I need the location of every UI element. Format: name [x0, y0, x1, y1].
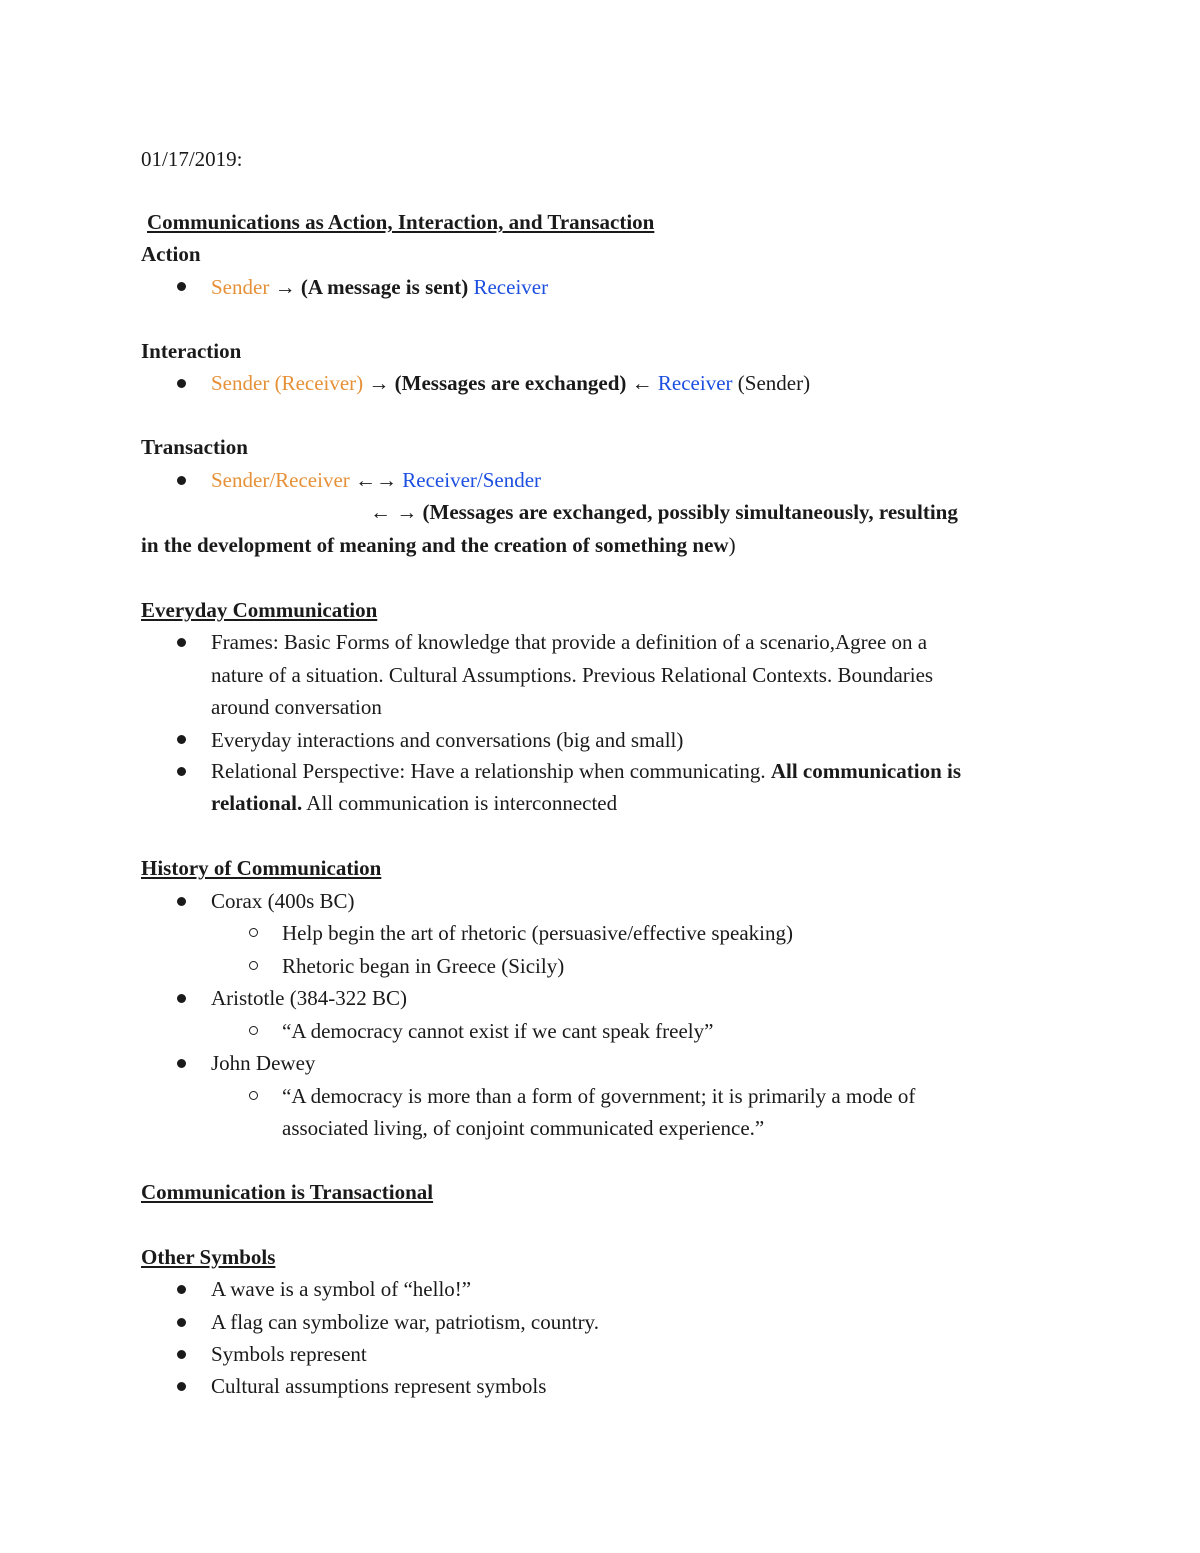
symbols-item: A flag can symbolize war, patriotism, country. — [211, 1310, 599, 1334]
interactions-item: Everyday interactions and conversations (big and small) — [211, 728, 684, 752]
receiver-label: Receiver/Sender — [402, 468, 542, 492]
section-heading-history: History of Communication — [141, 856, 382, 880]
bullet-icon — [177, 1059, 186, 1068]
receiver-label: Receiver — [657, 371, 733, 395]
bullet-icon — [177, 897, 186, 906]
circle-bullet-icon — [249, 1026, 258, 1035]
circle-bullet-icon — [249, 961, 258, 970]
circle-bullet-icon — [249, 928, 258, 937]
arrow-left-icon: ← — [626, 371, 658, 395]
bullet-icon — [177, 1318, 186, 1327]
date: 01/17/2019: — [141, 147, 243, 171]
bullet-icon — [177, 735, 186, 744]
corax-sub-item: Rhetoric began in Greece (Sicily) — [282, 954, 565, 978]
action-line — [211, 274, 548, 300]
frames-line3: around conversation — [211, 695, 382, 719]
symbols-item: Cultural assumptions represent symbols — [211, 1374, 547, 1398]
bullet-icon — [177, 282, 186, 291]
section-heading-symbols: Other Symbols — [141, 1245, 276, 1269]
bullet-icon — [177, 476, 186, 485]
transaction-message-line2: in the development of meaning and the creation of something new) — [141, 533, 736, 557]
arrow-both-icon: ←→ — [349, 468, 403, 492]
arrow-right-icon: → — [363, 371, 395, 395]
bullet-icon — [177, 379, 186, 388]
message-text: (Messages are exchanged) — [394, 371, 627, 395]
dewey-quote-line1: “A democracy is more than a form of government; it is primarily a mode of — [282, 1084, 916, 1108]
relational-line2: relational. All communication is interconnected — [211, 791, 618, 815]
circle-bullet-icon — [249, 1091, 258, 1100]
interaction-line — [211, 370, 810, 396]
arrows-icon: ← → — [370, 500, 423, 524]
relational-line1: Relational Perspective: Have a relationship when communicating. All communication is — [211, 759, 962, 783]
dewey-quote-line2: associated living, of conjoint communicated experience.” — [282, 1116, 765, 1140]
sender-label: Sender — [211, 275, 270, 299]
bullet-icon — [177, 767, 186, 776]
symbols-item: A wave is a symbol of “hello!” — [211, 1277, 472, 1301]
transaction-message-line1: ← → (Messages are exchanged, possibly simultaneously, resulting — [370, 500, 958, 524]
aristotle-sub-item: “A democracy cannot exist if we cant speak freely” — [282, 1019, 714, 1043]
bullet-icon — [177, 1285, 186, 1294]
frames-line2: nature of a situation. Cultural Assumptions. Previous Relational Contexts. Boundaries — [211, 663, 934, 687]
action-title: Action — [141, 242, 201, 266]
bullet-icon — [177, 1382, 186, 1391]
arrow-right-icon: → — [269, 275, 301, 299]
sender-label: Sender/Receiver — [211, 468, 350, 492]
section-heading-communications: Communications as Action, Interaction, and Transaction — [147, 210, 655, 234]
dewey-item: John Dewey — [211, 1051, 316, 1075]
sender-parenthetical: (Sender) — [732, 371, 811, 395]
bullet-icon — [177, 638, 186, 647]
message-text: (A message is sent) — [300, 275, 469, 299]
interaction-title: Interaction — [141, 339, 242, 363]
section-heading-transactional: Communication is Transactional — [141, 1180, 434, 1204]
corax-sub-item: Help begin the art of rhetoric (persuasive/effective speaking) — [282, 921, 793, 945]
transaction-title: Transaction — [141, 435, 248, 459]
bullet-icon — [177, 1350, 186, 1359]
section-heading-everyday: Everyday Communication — [141, 598, 378, 622]
sender-label: Sender (Receiver) — [211, 371, 364, 395]
receiver-label: Receiver — [473, 275, 549, 299]
corax-item: Corax (400s BC) — [211, 889, 355, 913]
frames-line1: Frames: Basic Forms of knowledge that provide a definition of a scenario,Agree on a — [211, 630, 928, 654]
aristotle-item: Aristotle (384-322 BC) — [211, 986, 407, 1010]
bullet-icon — [177, 994, 186, 1003]
symbols-item: Symbols represent — [211, 1342, 367, 1366]
transaction-line — [211, 467, 541, 493]
